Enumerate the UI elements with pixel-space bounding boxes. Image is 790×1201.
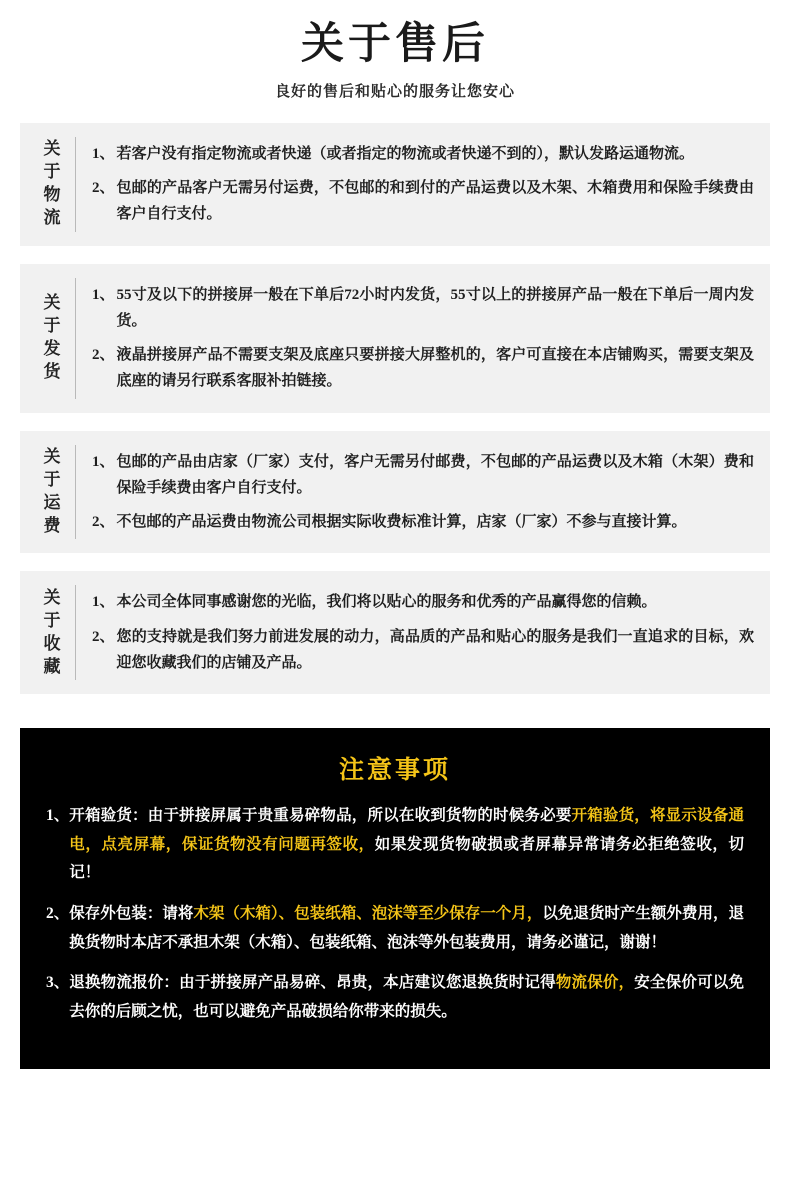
- notice-part: 安全保价可以免去你的后顾之忧，也可以避免产品破损给你带来的损失。: [69, 974, 744, 1021]
- tag-char: 物: [43, 185, 62, 205]
- notice-item: [46, 900, 744, 957]
- info-sections: [20, 123, 770, 694]
- tag-char: 藏: [43, 656, 62, 676]
- item-text: 本公司全体同事感谢您的光临，我们将以贴心的服务和优秀的产品赢得您的信赖。: [116, 594, 657, 611]
- section-body: [92, 278, 754, 399]
- list-item: [92, 282, 754, 335]
- page-title: 关于售后: [301, 21, 489, 68]
- tag-char: 关: [43, 587, 62, 607]
- notice-box: [20, 728, 770, 1069]
- notice-text: [69, 900, 744, 957]
- section-freight: [20, 431, 770, 554]
- notice-part-highlight: 物流保价，: [555, 974, 635, 992]
- list-item: [92, 175, 754, 228]
- notice-part-highlight: 开箱验货，将显示设备通电，点亮屏幕，保证货物没有问题再签收，: [69, 807, 744, 853]
- section-body: [92, 585, 754, 680]
- tag-char: 于: [43, 469, 62, 489]
- list-item: [92, 624, 754, 677]
- notice-part: 由于拼接屏产品易碎、昂贵，本店建议您退换货时记得: [179, 974, 556, 992]
- item-number: 2、: [92, 180, 115, 196]
- section-favorite: [20, 571, 770, 694]
- section-body: [92, 445, 754, 540]
- section-tag-shipping: [30, 278, 76, 399]
- notice-item: [46, 802, 744, 888]
- tag-char: 货: [43, 361, 62, 381]
- tag-char: 流: [43, 208, 62, 228]
- item-text: 包邮的产品客户无需另付运费，不包邮的和到付的产品运费以及木架、木箱费用和保险手续费由客户自行支付。: [116, 180, 754, 223]
- section-body: [92, 137, 754, 232]
- item-number: 2、: [92, 514, 115, 530]
- item-text: 液晶拼接屏产品不需要支架及底座只要拼接大屏整机的，客户可直接在本店铺购买，需要支架及底座的请另行联系客服补拍链接。: [116, 347, 754, 390]
- notice-text: [69, 969, 744, 1026]
- tag-char: 于: [43, 316, 62, 336]
- tag-char: 运: [43, 492, 62, 512]
- notice-part: 以免退货时产生额外费用，退换货物时本店不承担木架（木箱）、包装纸箱、泡沫等外包装费用，请务必谨记，谢谢！: [69, 905, 744, 951]
- list-item: [92, 509, 754, 535]
- section-tag-logistics: [30, 137, 76, 232]
- item-number: 1、: [92, 286, 115, 303]
- notice-number: 1、: [46, 807, 70, 824]
- page-header: [0, 0, 790, 101]
- notice-lead: 保存外包装：: [69, 905, 163, 923]
- notice-title: 注意事项: [338, 757, 451, 784]
- notice-part: 如果发现货物破损或者屏幕异常请务必拒绝签收，切记！: [69, 835, 744, 882]
- list-item: [92, 141, 754, 167]
- notice-lead: 退换物流报价：: [69, 974, 180, 992]
- tag-char: 于: [43, 610, 62, 630]
- tag-char: 关: [43, 139, 62, 159]
- notice-part: 请将: [162, 905, 194, 923]
- section-tag-freight: [30, 445, 76, 540]
- tag-char: 关: [43, 293, 62, 313]
- notice-number: 3、: [46, 974, 70, 992]
- item-number: 1、: [92, 594, 115, 611]
- item-text: 若客户没有指定物流或者快递（或者指定的物流或者快递不到的），默认发路运通物流。: [116, 145, 695, 162]
- item-text: 您的支持就是我们努力前进发展的动力，高品质的产品和贴心的服务是我们一直追求的目标，欢迎您收藏我们的店铺及产品。: [116, 628, 754, 671]
- tag-char: 收: [43, 633, 62, 653]
- item-number: 2、: [92, 347, 115, 363]
- list-item: [92, 589, 754, 615]
- list-item: [92, 342, 754, 395]
- list-item: [92, 449, 754, 502]
- item-text: 包邮的产品由店家（厂家）支付，客户无需另付邮费，不包邮的产品运费以及木箱（木架）费和保险手续费由客户自行支付。: [116, 453, 754, 496]
- notice-part: 由于拼接屏属于贵重易碎物品，所以在收到货物的时候务必要: [147, 807, 572, 824]
- tag-char: 关: [43, 447, 62, 466]
- notice-number: 2、: [46, 905, 70, 923]
- notice-part-highlight: 木架（木箱）、包装纸箱、泡沫等至少保存一个月，: [193, 905, 543, 923]
- notice-lead: 开箱验货：: [69, 807, 148, 824]
- item-number: 1、: [92, 453, 115, 470]
- tag-char: 发: [43, 339, 62, 358]
- tag-char: 费: [43, 515, 62, 535]
- notice-text: [69, 802, 744, 888]
- item-text: 不包邮的产品运费由物流公司根据实际收费标准计算，店家（厂家）不参与直接计算。: [116, 514, 687, 530]
- item-number: 2、: [92, 628, 115, 645]
- section-logistics: [20, 123, 770, 246]
- item-text: 55寸及以下的拼接屏一般在下单后72小时内发货，55寸以上的拼接屏产品一般在下单后一周内发货。: [116, 286, 754, 329]
- item-number: 1、: [92, 145, 115, 162]
- tag-char: 于: [43, 162, 62, 182]
- section-tag-favorite: [30, 585, 76, 680]
- section-shipping: [20, 264, 770, 413]
- notice-item: [46, 969, 744, 1026]
- page-subtitle: 良好的售后和贴心的服务让您安心: [274, 83, 515, 100]
